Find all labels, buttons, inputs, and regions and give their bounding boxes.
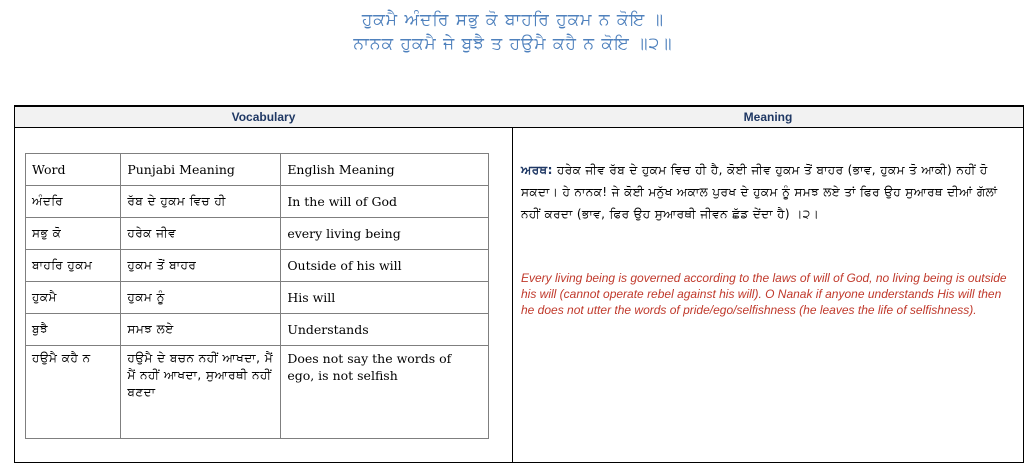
punjabi-cell: ਹੁਕਮ ਤੋਂ ਬਾਹਰ: [121, 250, 281, 282]
vocabulary-table: [25, 153, 489, 439]
punjabi-cell: ਸਮਝ ਲਏ: [121, 314, 281, 346]
vocab-header-row: [26, 154, 489, 186]
punjabi-cell: ਹਉਮੈ ਦੇ ਬਚਨ ਨਹੀਂ ਆਖਦਾ, ਮੈਂ ਮੈਂ ਨਹੀਂ ਆਖਦਾ, ਸੁਆਰਥੀ ਨਹੀਂ ਬਣਦਾ: [121, 346, 281, 439]
col-english-header: English Meaning: [281, 154, 489, 186]
word-cell: ਹੁਕਮੈ: [26, 282, 121, 314]
english-cell: Does not say the words of ego, is not selfish: [281, 346, 489, 439]
english-cell: In the will of God: [281, 186, 489, 218]
meaning-header: Meaning: [743, 110, 793, 124]
arth-text: ਹਰੇਕ ਜੀਵ ਰੱਬ ਦੇ ਹੁਕਮ ਵਿਚ ਹੀ ਹੈ, ਕੋਈ ਜੀਵ ਹੁਕਮ ਤੋਂ ਬਾਹਰ (ਭਾਵ, ਹੁਕਮ ਤੋ ਆਕੀ) ਨਹੀਂ ਹੋ ਸਕਦਾ। ਹੇ ਨਾਨਕ! ਜੇ ਕੋਈ ਮਨੁੱਖ ਅਕਾਲ ਪੁਰਖ ਦੇ ਹੁਕਮ ਨੂੰ ਸਮਝ ਲਏ ਤਾਂ ਫਿਰ ਉਹ ਸੁਆਰਥ ਦੀਆਂ ਗੱਲਾਂ ਨਹੀਂ ਕਰਦਾ (ਭਾਵ, ਫਿਰ ਉਹ ਸੁਆਰਥੀ ਜੀਵਨ ਛੱਡ ਦੇਂਦਾ ਹੈ) ।੨।: [521, 163, 998, 221]
verse-heading: [0, 8, 1026, 56]
col-punjabi-header: Punjabi Meaning: [121, 154, 281, 186]
header-row: [15, 107, 1023, 128]
word-cell: ਸਭੁ ਕੋ: [26, 218, 121, 250]
table-row: [26, 282, 489, 314]
punjabi-cell: ਹਰੇਕ ਜੀਵ: [121, 218, 281, 250]
content-table: [14, 105, 1024, 463]
vocabulary-header: Vocabulary: [231, 110, 296, 124]
column-divider: [512, 107, 513, 462]
english-cell: Outside of his will: [281, 250, 489, 282]
english-cell: Understands: [281, 314, 489, 346]
arth-label: ਅਰਥ:: [521, 163, 553, 177]
word-cell: ਬਾਹਰਿ ਹੁਕਮ: [26, 250, 121, 282]
col-word-header: Word: [26, 154, 121, 186]
verse-line-2: ਨਾਨਕ ਹੁਕਮੈ ਜੇ ਬੁਝੈ ਤ ਹਉਮੈ ਕਹੈ ਨ ਕੋਇ ॥੨॥: [353, 34, 673, 54]
english-cell: His will: [281, 282, 489, 314]
table-row: [26, 314, 489, 346]
punjabi-meaning: [521, 159, 1011, 225]
word-cell: ਅੰਦਰਿ: [26, 186, 121, 218]
english-meaning: Every living being is governed according to the laws of will of God, no living being is outside his will (cannot operate rebel against his will). O Nanak if anyone understands His will then he does not utter the words of pride/ego/selfishness (he leaves the life of selfishness).: [521, 271, 1007, 317]
word-cell: ਬੁਝੈ: [26, 314, 121, 346]
word-cell: ਹਉਮੈ ਕਹੈ ਨ: [26, 346, 121, 439]
english-cell: every living being: [281, 218, 489, 250]
table-row: [26, 218, 489, 250]
table-row: [26, 346, 489, 439]
punjabi-cell: ਹੁਕਮ ਨੂੰ: [121, 282, 281, 314]
table-row: [26, 250, 489, 282]
table-row: [26, 186, 489, 218]
punjabi-cell: ਰੱਬ ਦੇ ਹੁਕਮ ਵਿਚ ਹੀ: [121, 186, 281, 218]
verse-line-1: ਹੁਕਮੈ ਅੰਦਰਿ ਸਭੁ ਕੋ ਬਾਹਰਿ ਹੁਕਮ ਨ ਕੋਇ ॥: [361, 10, 665, 30]
